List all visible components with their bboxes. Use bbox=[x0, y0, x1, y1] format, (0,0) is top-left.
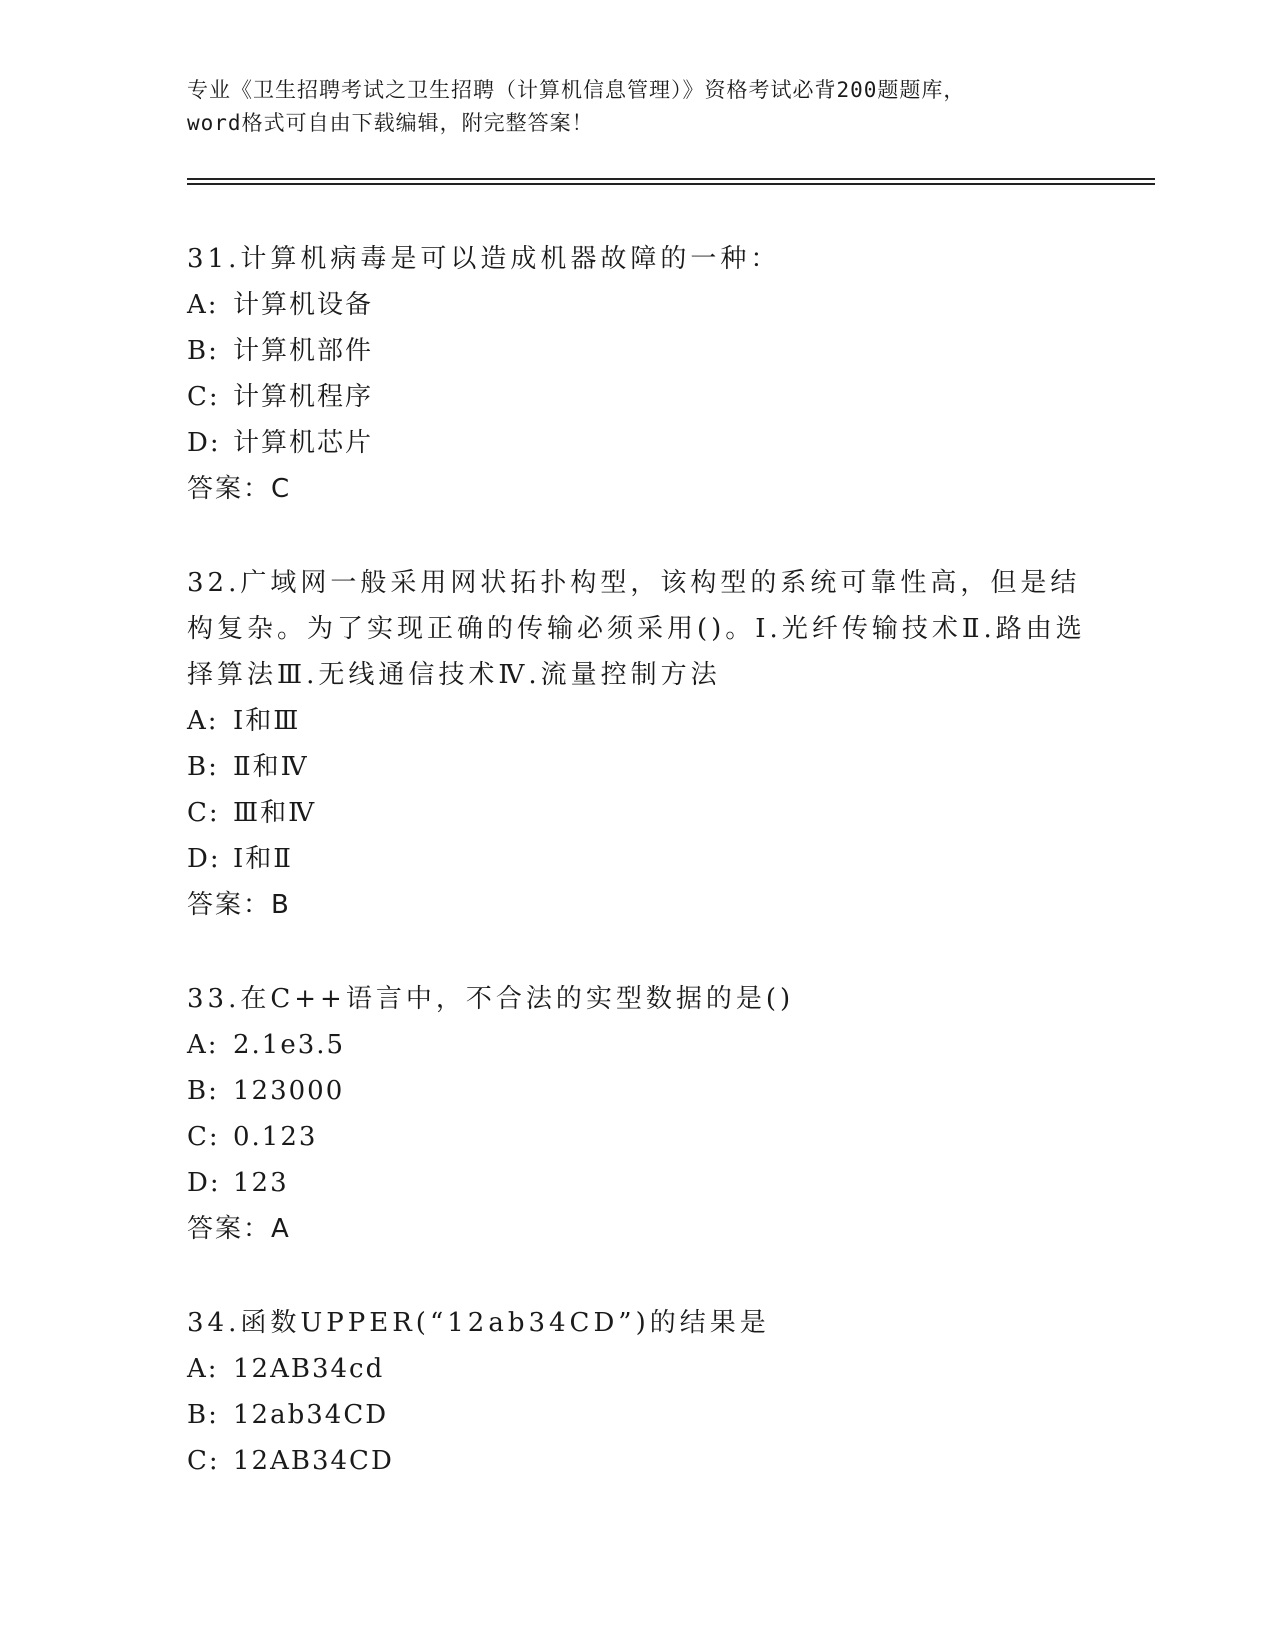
question-31 bbox=[187, 236, 1087, 512]
option-label: C: bbox=[187, 1446, 220, 1476]
option-text: Ⅱ和Ⅳ bbox=[233, 752, 309, 782]
question-stem: 31.计算机病毒是可以造成机器故障的一种： bbox=[187, 244, 781, 274]
question-33 bbox=[187, 976, 1087, 1252]
option-a bbox=[187, 1022, 1087, 1068]
option-d bbox=[187, 1160, 1087, 1206]
option-text: 123000 bbox=[233, 1076, 345, 1106]
header-divider-bottom bbox=[187, 183, 1155, 185]
option-text: 12ab34CD bbox=[233, 1400, 389, 1430]
option-label: D: bbox=[187, 1168, 221, 1198]
option-b bbox=[187, 1068, 1087, 1114]
option-text: Ⅰ和Ⅲ bbox=[233, 706, 301, 736]
option-b bbox=[187, 1392, 1087, 1438]
option-label: A: bbox=[187, 1030, 219, 1060]
answer-line: 答案：B bbox=[187, 890, 291, 920]
question-list bbox=[187, 236, 1087, 1532]
option-d bbox=[187, 836, 1087, 882]
option-text: Ⅰ和Ⅱ bbox=[233, 844, 293, 874]
option-d bbox=[187, 420, 1087, 466]
option-label: A: bbox=[187, 1354, 219, 1384]
option-text: 12AB34CD bbox=[233, 1446, 394, 1476]
question-stem: 33.在C++语言中，不合法的实型数据的是() bbox=[187, 984, 795, 1014]
option-label: A: bbox=[187, 706, 219, 736]
option-label: C: bbox=[187, 798, 220, 828]
question-stem: 34.函数UPPER(“12ab34CD”)的结果是 bbox=[187, 1308, 770, 1338]
option-b bbox=[187, 328, 1087, 374]
option-text: 计算机设备 bbox=[233, 290, 374, 320]
option-label: B: bbox=[187, 752, 219, 782]
option-label: D: bbox=[187, 428, 221, 458]
option-text: Ⅲ和Ⅳ bbox=[233, 798, 317, 828]
option-label: B: bbox=[187, 336, 219, 366]
option-c bbox=[187, 1114, 1087, 1160]
option-text: 123 bbox=[233, 1168, 289, 1198]
option-c bbox=[187, 790, 1087, 836]
header-line-1: 专业《卫生招聘考试之卫生招聘（计算机信息管理）》资格考试必背200题题库， bbox=[187, 78, 966, 102]
header-divider-top bbox=[187, 178, 1155, 180]
document-header bbox=[187, 74, 1087, 140]
answer-line: 答案：A bbox=[187, 1214, 291, 1244]
header-line-2: word格式可自由下载编辑，附完整答案！ bbox=[187, 111, 594, 135]
answer-line: 答案：C bbox=[187, 474, 292, 504]
option-label: D: bbox=[187, 844, 221, 874]
option-c bbox=[187, 374, 1087, 420]
option-a bbox=[187, 282, 1087, 328]
option-label: B: bbox=[187, 1076, 219, 1106]
option-label: C: bbox=[187, 1122, 220, 1152]
option-b bbox=[187, 744, 1087, 790]
option-text: 2.1e3.5 bbox=[233, 1030, 346, 1060]
option-label: C: bbox=[187, 382, 220, 412]
option-text: 计算机程序 bbox=[233, 382, 374, 412]
option-text: 计算机芯片 bbox=[233, 428, 374, 458]
option-a bbox=[187, 1346, 1087, 1392]
option-text: 0.123 bbox=[233, 1122, 318, 1152]
option-label: A: bbox=[187, 290, 219, 320]
option-text: 计算机部件 bbox=[233, 336, 374, 366]
question-stem: 32.广域网一般采用网状拓扑构型，该构型的系统可靠性高，但是结构复杂。为了实现正确的传输必须采用()。Ⅰ.光纤传输技术Ⅱ.路由选择算法Ⅲ.无线通信技术Ⅳ.流量控制方法 bbox=[187, 568, 1086, 690]
question-32 bbox=[187, 560, 1087, 928]
option-label: B: bbox=[187, 1400, 219, 1430]
option-a bbox=[187, 698, 1087, 744]
question-34 bbox=[187, 1300, 1087, 1484]
option-text: 12AB34cd bbox=[233, 1354, 385, 1384]
option-c bbox=[187, 1438, 1087, 1484]
